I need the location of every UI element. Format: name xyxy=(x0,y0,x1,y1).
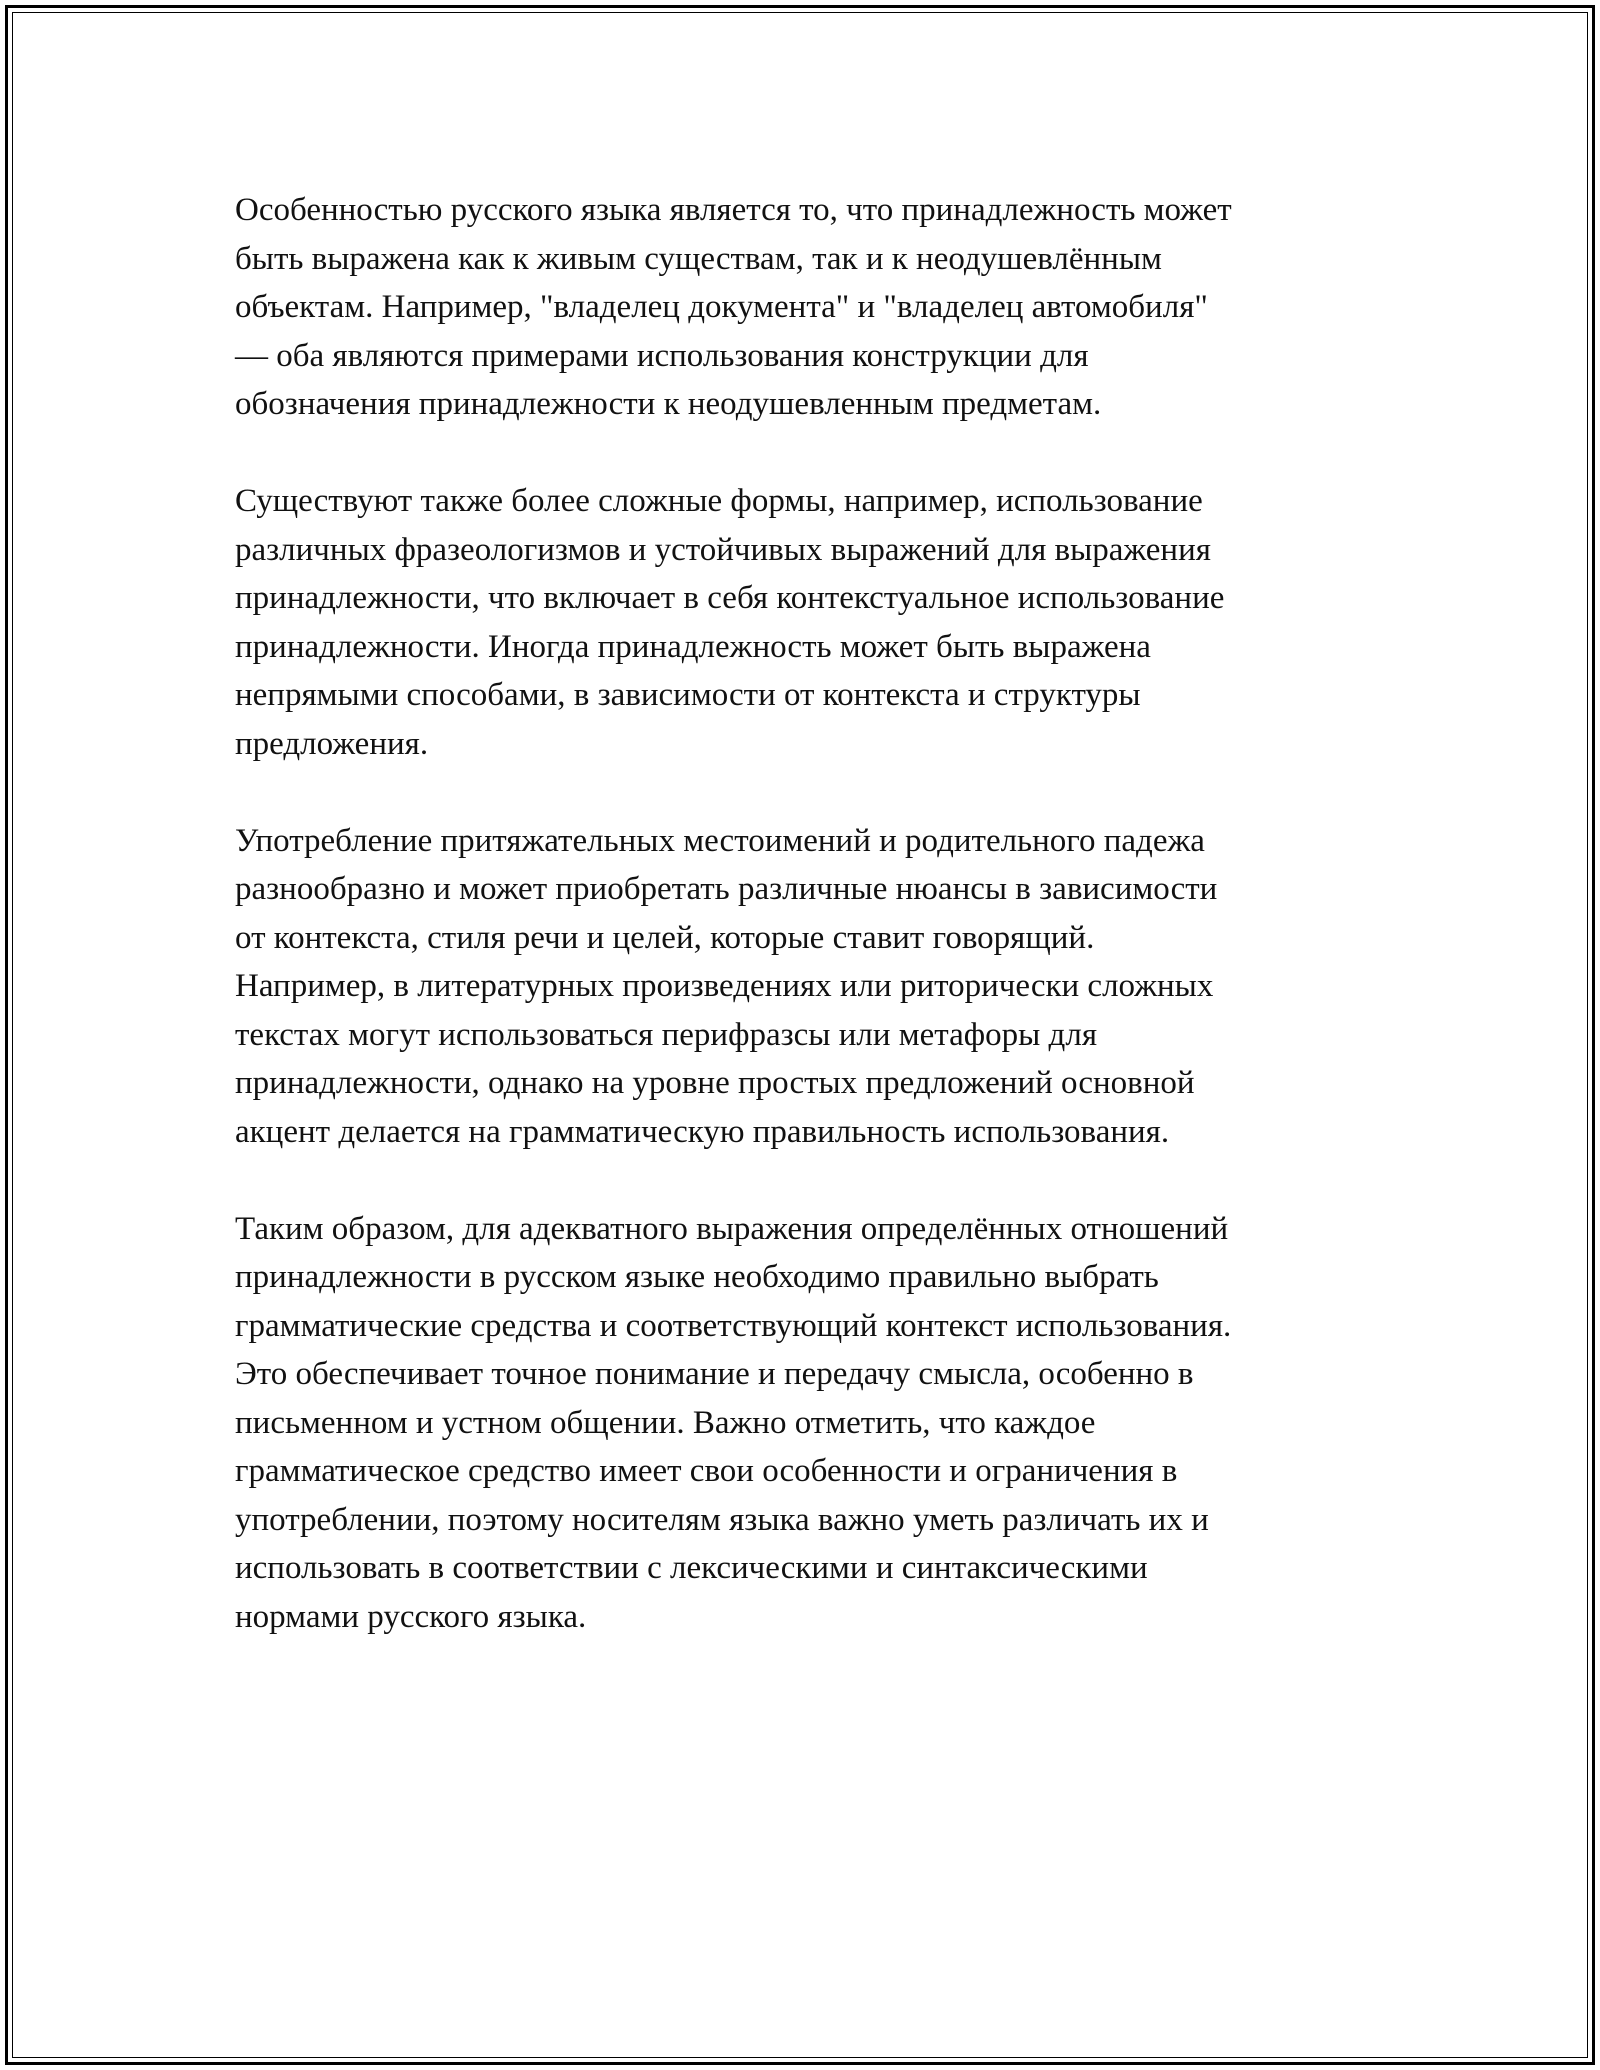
paragraph-2: Существуют также более сложные формы, например, использование различных фразеологизмов и устойчивых выражений для выражения принадлежности, что включает в себя контекстуальное использование принадлежности. Иногда принадлежность может быть выражена непрямыми способами, в зависимости от контекста и структуры предложения. xyxy=(235,483,1225,762)
paragraph-3: Употребление притяжательных местоимений и родительного падежа разнообразно и может приобретать различные нюансы в зависимости от контекста, стиля речи и целей, которые ставит говорящий. Например, в литературных произведениях или риторически сложных текстах могут использоваться перифразсы или метафоры для принадлежности, однако на уровне простых предложений основной акцент делается на грамматическую правильность использования. xyxy=(235,822,1218,1150)
paragraph-4: Таким образом, для адекватного выражения определённых отношений принадлежности в русском языке необходимо правильно выбрать грамматические средства и соответствующий контекст использования. Это обеспечивает точное понимание и передачу смысла, особенно в письменном и устном общении. Важно отметить, что каждое грамматическое средство имеет свои особенности и ограничения в употреблении, поэтому носителям языка важно уметь различать их и использовать в соответствии с лексическими и синтаксическими нормами русского языка. xyxy=(235,1210,1232,1635)
paragraph-1: Особенностью русского языка является то, что принадлежность может быть выражена как к живым существам, так и к неодушевлённым объектам. Например, "владелец документа" и "владелец автомобиля" — оба являются примерами использования конструкции для обозначения принадлежности к неодушевленным предметам. xyxy=(235,192,1232,422)
document-body xyxy=(235,186,1365,1690)
